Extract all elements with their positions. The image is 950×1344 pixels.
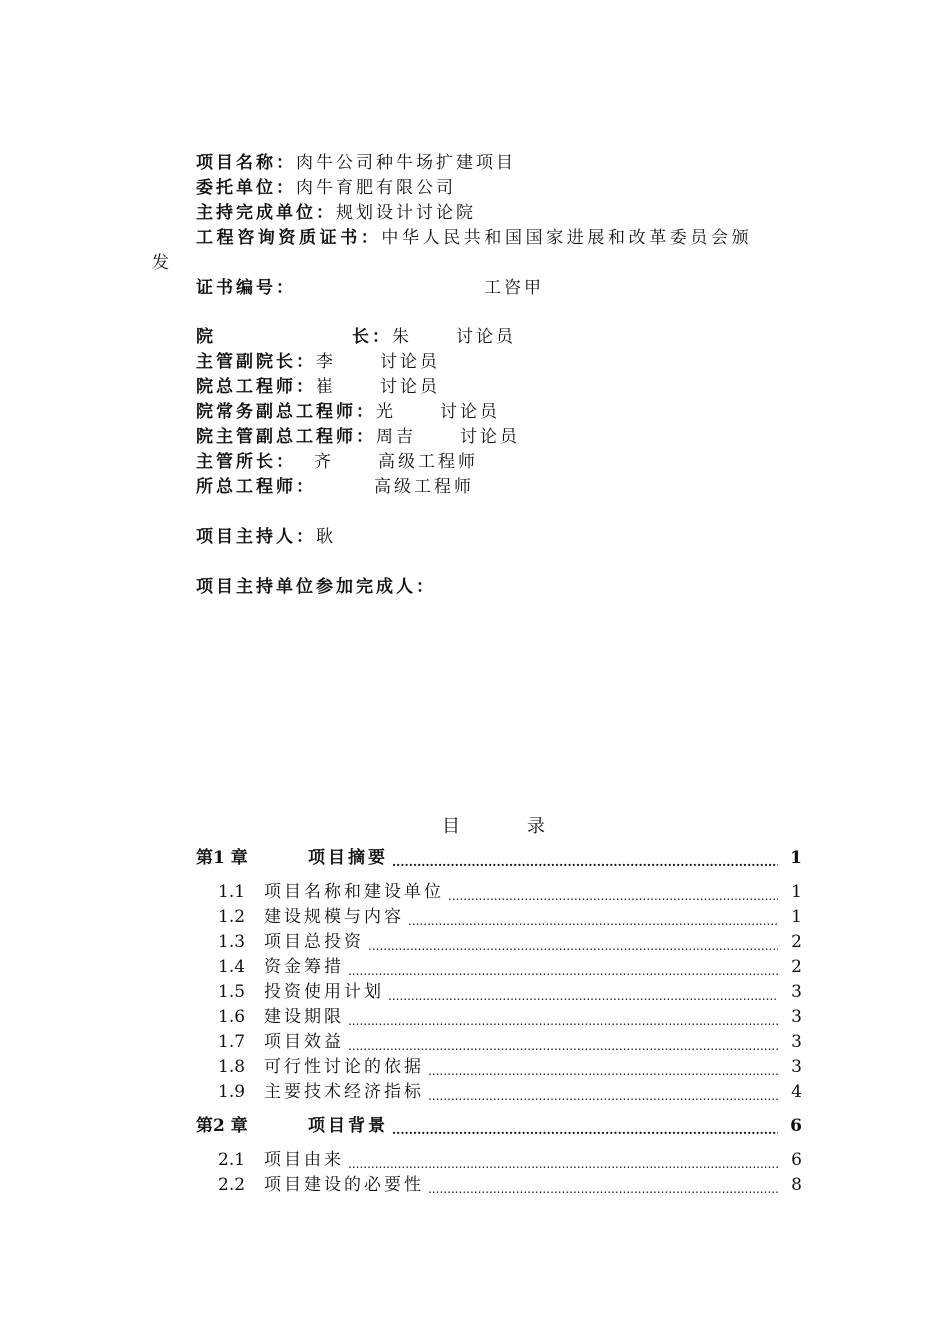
staff-name: 崔 [316, 377, 336, 397]
toc-leader-dots [348, 1157, 778, 1171]
toc-entry-num: 1.9 [218, 1082, 246, 1102]
client-line [196, 177, 456, 199]
toc-leader-dots [388, 989, 778, 1003]
project-name-value: 肉牛公司种牛场扩建项目 [296, 153, 516, 173]
toc-entry-page: 3 [791, 982, 802, 1002]
staff-label-b: 长： [352, 327, 392, 347]
toc-entry-page: 1 [791, 882, 802, 902]
cert-value: 中华人民共和国国家进展和改革委员会颁 [381, 228, 753, 248]
staff-name: 朱 [392, 327, 412, 347]
toc-entry[interactable] [218, 1056, 802, 1078]
toc-entry-num: 2.2 [218, 1175, 246, 1195]
toc-leader-dots [348, 964, 778, 978]
toc-entry[interactable] [218, 981, 802, 1003]
staff-row-exec-deputy [196, 401, 500, 423]
toc-entry-page: 4 [791, 1082, 802, 1102]
toc-entry-num: 第2 章 [196, 1116, 248, 1136]
staff-name: 光 [376, 402, 396, 422]
toc-entry-num: 1.5 [218, 982, 246, 1002]
toc-leader-dots [408, 914, 778, 928]
staff-label: 院主管副总工程师： [196, 427, 376, 447]
cert-label: 工程咨询资质证书： [196, 228, 382, 248]
toc-entry-num: 1.2 [218, 907, 246, 927]
client-value: 肉牛育肥有限公司 [296, 178, 456, 198]
toc-entry-page: 8 [791, 1175, 802, 1195]
toc-entry[interactable] [218, 1081, 802, 1103]
toc-entry-text: 资金筹措 [264, 957, 344, 977]
toc-leader-dots [368, 939, 778, 953]
toc-entry-page: 1 [791, 907, 802, 927]
staff-label: 所总工程师： [196, 477, 316, 497]
toc-entry[interactable] [218, 956, 802, 978]
toc-entry-chapter-2[interactable] [196, 1115, 802, 1137]
toc-title-b: 录 [527, 816, 548, 837]
staff-label: 主管副院长： [196, 352, 316, 372]
toc-entry-text: 项目由来 [264, 1150, 344, 1170]
toc-entry-text: 建设规模与内容 [264, 907, 404, 927]
cert-no-label: 证书编号： [196, 278, 296, 298]
cert-no-line [196, 277, 544, 299]
staff-label: 主管所长： [196, 452, 296, 472]
staff-row-president [196, 326, 516, 348]
toc-title [0, 812, 950, 838]
staff-row-institute-engineer [196, 476, 474, 498]
client-label: 委托单位： [196, 178, 296, 198]
toc-entry-page: 3 [791, 1057, 802, 1077]
leader-value: 耿 [316, 527, 336, 547]
toc-entry-page: 2 [791, 932, 802, 952]
toc-leader-dots [348, 1014, 778, 1028]
toc-entry[interactable] [218, 906, 802, 928]
staff-label: 院总工程师： [196, 377, 316, 397]
host-unit-value: 规划设计讨论院 [336, 203, 476, 223]
project-name-label: 项目名称： [196, 153, 296, 173]
cert-value-cont: 发 [152, 253, 172, 273]
toc-entry-num: 1.7 [218, 1032, 246, 1052]
toc-entry-num: 1.8 [218, 1057, 246, 1077]
toc-entry-text: 可行性讨论的依据 [264, 1057, 424, 1077]
staff-title: 讨论员 [440, 402, 500, 422]
host-unit-label: 主持完成单位： [196, 203, 336, 223]
toc-entry-page: 3 [791, 1032, 802, 1052]
toc-entry-chapter-1[interactable] [196, 847, 802, 869]
toc-entry-num: 1.3 [218, 932, 246, 952]
staff-label: 院常务副总工程师： [196, 402, 376, 422]
toc-leader-dots [348, 1039, 778, 1053]
toc-entry-page: 3 [791, 1007, 802, 1027]
staff-row-director [196, 451, 478, 473]
toc-entry[interactable] [218, 1149, 802, 1171]
toc-leader-dots [428, 1182, 778, 1196]
toc-entry[interactable] [218, 1174, 802, 1196]
toc-leader-dots [392, 1123, 778, 1137]
toc-entry-text: 项目摘要 [308, 848, 388, 868]
toc-entry-num: 1.6 [218, 1007, 246, 1027]
staff-name: 李 [316, 352, 336, 372]
staff-label-a: 院 [196, 327, 216, 347]
staff-title: 讨论员 [456, 327, 516, 347]
toc-entry-num: 2.1 [218, 1150, 246, 1170]
toc-leader-dots [428, 1064, 778, 1078]
toc-entry-text: 项目总投资 [264, 932, 364, 952]
toc-entry-num: 第1 章 [196, 848, 248, 868]
toc-entry-text: 项目背景 [308, 1116, 388, 1136]
staff-row-deputy-chief [196, 426, 520, 448]
cert-no-value: 工咨甲 [484, 278, 544, 298]
project-name-line [196, 152, 516, 174]
toc-entry-text: 投资使用计划 [264, 982, 384, 1002]
toc-entry-page: 6 [790, 1116, 802, 1136]
staff-title: 高级工程师 [378, 452, 478, 472]
staff-title: 高级工程师 [374, 477, 474, 497]
staff-row-chief-engineer [196, 376, 440, 398]
staff-row-vice-president [196, 351, 440, 373]
toc-entry-text: 项目建设的必要性 [264, 1175, 424, 1195]
toc-entry-page: 6 [791, 1150, 802, 1170]
host-unit-line [196, 202, 476, 224]
toc-entry[interactable] [218, 881, 802, 903]
toc-entry-text: 主要技术经济指标 [264, 1082, 424, 1102]
toc-entry-num: 1.1 [218, 882, 246, 902]
toc-title-a: 目 [442, 816, 463, 837]
leader-label: 项目主持人： [196, 527, 316, 547]
toc-entry-text: 项目效益 [264, 1032, 344, 1052]
toc-entry-num: 1.4 [218, 957, 246, 977]
staff-name: 齐 [314, 452, 334, 472]
toc-entry[interactable] [218, 1006, 802, 1028]
cert-line [196, 227, 752, 249]
staff-title: 讨论员 [380, 352, 440, 372]
toc-entry[interactable] [218, 931, 802, 953]
participants-label: 项目主持单位参加完成人： [196, 577, 436, 597]
toc-entry-page: 1 [790, 848, 802, 868]
staff-title: 讨论员 [380, 377, 440, 397]
toc-leader-dots [428, 1089, 778, 1103]
leader-line [196, 526, 336, 548]
toc-leader-dots [392, 855, 778, 869]
toc-entry-text: 项目名称和建设单位 [264, 882, 444, 902]
participants-line [196, 576, 436, 598]
toc-entry-text: 建设期限 [264, 1007, 344, 1027]
toc-entry[interactable] [218, 1031, 802, 1053]
toc-leader-dots [448, 889, 778, 903]
toc-entry-page: 2 [791, 957, 802, 977]
staff-name: 周吉 [376, 427, 416, 447]
staff-title: 讨论员 [460, 427, 520, 447]
